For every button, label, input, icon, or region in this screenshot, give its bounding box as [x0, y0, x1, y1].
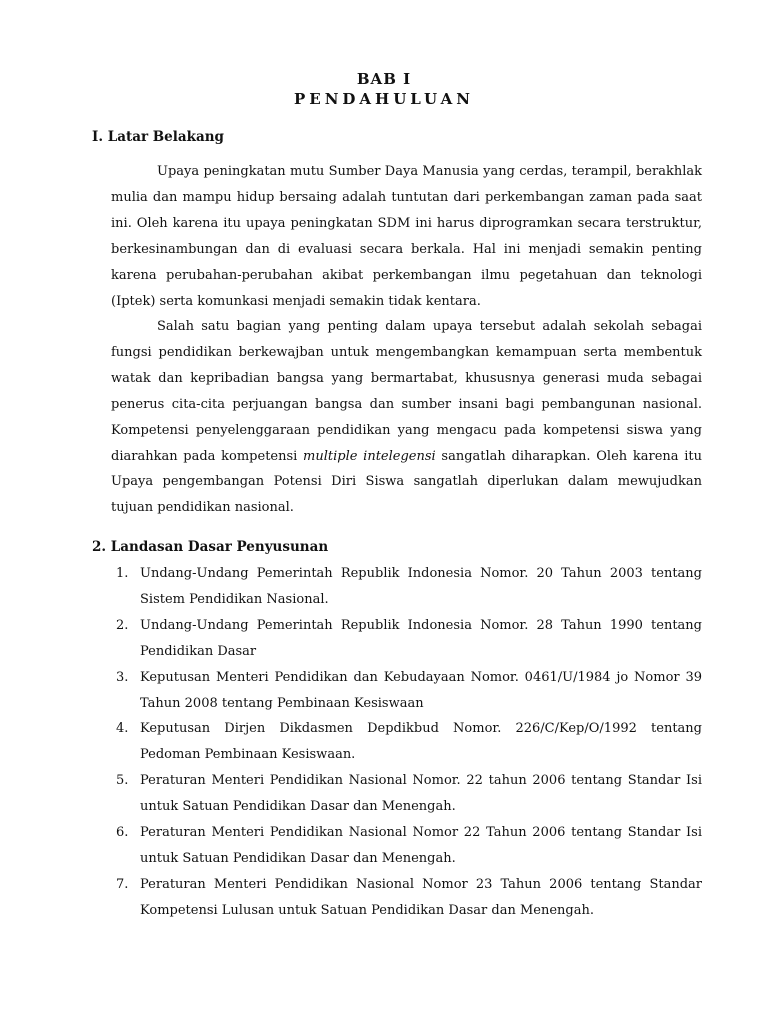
list-item-number: 4. [116, 721, 129, 737]
section-heading-latar-belakang: I. Latar Belakang [92, 129, 224, 145]
legal-basis-list [110, 561, 702, 924]
list-item-text: Undang-Undang Pemerintah Republik Indonesia Nomor. 20 Tahun 2003 tentang Sistem Pendidikan Nasional. [140, 566, 702, 607]
list-item [110, 872, 702, 924]
list-item-number: 6. [116, 825, 129, 841]
paragraph-1: Upaya peningkatan mutu Sumber Daya Manusia yang cerdas, terampil, berakhlak mulia dan mampu hidup bersaing adalah tuntutan dari perkembangan zaman pada saat ini. Oleh karena itu upaya peningkatan SDM ini harus diprogramkan secara terstruktur, berkesinambungan dan di evaluasi secara berkala. Hal ini menjadi semakin penting karena perubahan-perubahan akibat perkembangan ilmu pegetahuan dan teknologi (Iptek) serta komunkasi menjadi semakin tidak kentara. [111, 164, 702, 309]
paragraph-2-text-end: sangatlah diharapkan. Oleh karena itu Upaya pengembangan Potensi Diri Siswa sangatlah diperlukan dalam mewujudkan tujuan pendidikan nasional. [111, 448, 702, 516]
chapter-title: PENDAHULUAN [293, 90, 475, 108]
list-item-number: 5. [116, 773, 129, 789]
list-item-text: Keputusan Dirjen Dikdasmen Depdikbud Nomor. 226/C/Kep/O/1992 tentang Pedoman Pembinaan Kesiswaan. [140, 721, 702, 763]
list-item [110, 561, 702, 613]
list-item [110, 613, 702, 665]
list-item-number: 1. [116, 566, 129, 581]
list-item-text: Undang-Undang Pemerintah Republik Indonesia Nomor. 28 Tahun 1990 tentang Pendidikan Dasar [140, 617, 702, 659]
list-item-text: Keputusan Menteri Pendidikan dan Kebudayaan Nomor. 0461/U/1984 jo Nomor 39 Tahun 2008 tentang Pembinaan Kesiswaan [140, 669, 702, 711]
paragraph-2-italic-term: multiple intelegensi [303, 448, 436, 464]
list-item-text: Peraturan Menteri Pendidikan Nasional Nomor 22 Tahun 2006 tentang Standar Isi untuk Satuan Pendidikan Dasar dan Menengah. [140, 825, 702, 866]
list-item [110, 820, 702, 872]
list-item-number: 2. [116, 617, 129, 633]
list-item-text: Peraturan Menteri Pendidikan Nasional Nomor. 22 tahun 2006 tentang Standar Isi untuk Satuan Pendidikan Dasar dan Menengah. [140, 773, 702, 815]
list-item-number: 3. [116, 669, 129, 685]
list-item [110, 665, 702, 717]
list-item [110, 768, 702, 820]
list-item-number: 7. [116, 876, 129, 892]
paragraph-2 [111, 314, 702, 521]
section-heading-landasan: 2. Landasan Dasar Penyusunan [92, 539, 329, 555]
chapter-number: BAB I [356, 70, 412, 88]
list-item-text: Peraturan Menteri Pendidikan Nasional Nomor 23 Tahun 2006 tentang Standar Kompetensi Lulusan untuk Satuan Pendidikan Dasar dan Menengah. [140, 876, 702, 918]
paragraph-2-text-start: Salah satu bagian yang penting dalam upaya tersebut adalah sekolah sebagai fungsi pendidikan berkewajban untuk mengembangkan kemampuan serta membentuk watak dan kepribadian bangsa yang bermartabat, khususnya generasi muda sebagai penerus cita-cita perjuangan bangsa dan sumber insani bagi pembangunan nasional. Kompetensi penyelenggaraan pendidikan yang mengacu pada kompetensi siswa yang diarahkan pada kompetensi [111, 319, 702, 464]
list-item [110, 716, 702, 768]
